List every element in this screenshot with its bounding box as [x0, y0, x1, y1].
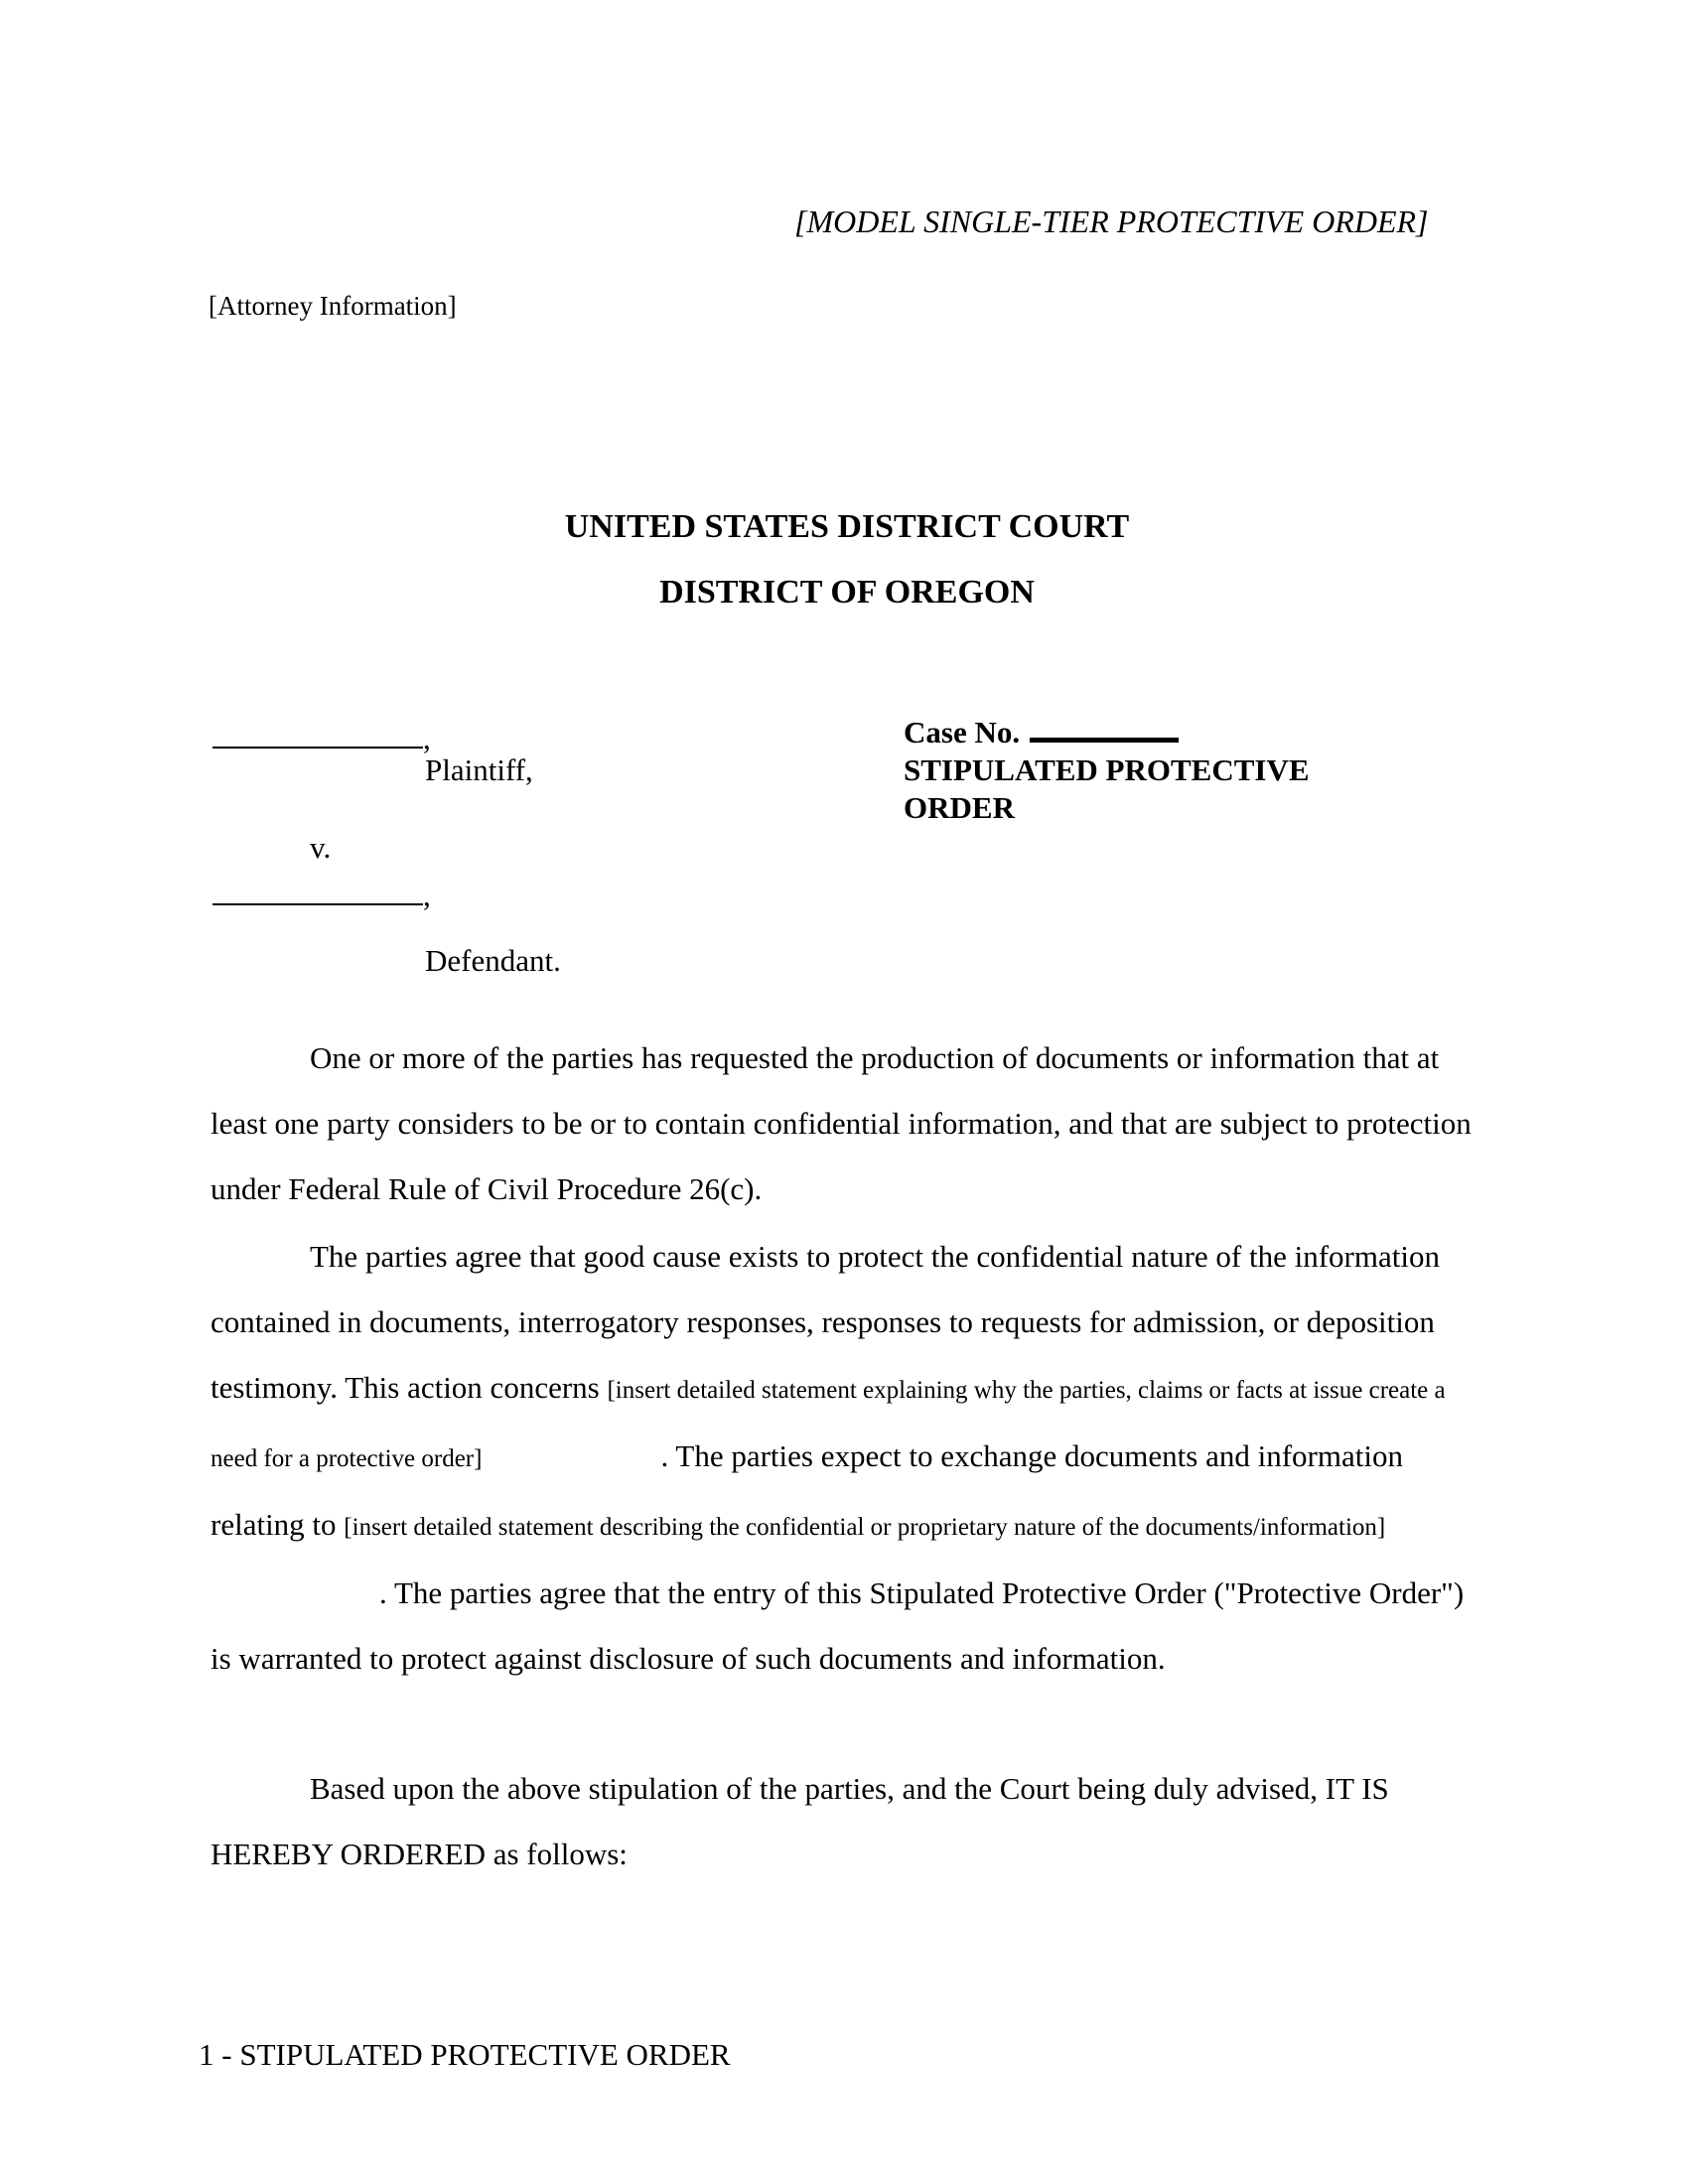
case-number-label: Case No.: [904, 715, 1021, 750]
attorney-information: [Attorney Information]: [209, 291, 457, 321]
paragraph-ordered: Based upon the above stipulation of the parties, and the Court being duly advised, IT IS HEREBY ORDERED as follows:: [211, 1771, 1389, 1871]
model-order-label: [MODEL SINGLE-TIER PROTECTIVE ORDER]: [794, 204, 1429, 239]
paragraph-good-cause: [211, 1224, 1491, 1692]
good-cause-text: The parties agree that good cause exists to protect the confidential nature of the information contained in documents, interrogatory responses, responses to requests for admission, or deposition testimony. This action concerns: [211, 1239, 1440, 1405]
document-title-line2: ORDER: [904, 790, 1015, 825]
defendant-label: Defendant.: [425, 943, 561, 978]
court-name: UNITED STATES DISTRICT COURT: [564, 508, 1130, 545]
action-concerns-placeholder: [insert detailed statement explaining why the parties, claims or facts at issue create a need for a protective order]: [211, 1377, 1446, 1472]
court-district: DISTRICT OF OREGON: [659, 574, 1035, 611]
expected-exchange-text: . The parties expect to exchange documents and information relating to: [211, 1438, 1403, 1542]
plaintiff-comma: ,: [423, 721, 431, 755]
case-number-line: [904, 715, 1179, 751]
case-number-blank: [1030, 716, 1179, 743]
versus-label: v.: [310, 830, 332, 865]
page-footer: 1 - STIPULATED PROTECTIVE ORDER: [199, 2037, 731, 2072]
defendant-name-blank: [212, 874, 423, 905]
plaintiff-name-line: [212, 717, 431, 756]
defendant-name-line: [212, 874, 431, 913]
plaintiff-name-blank: [212, 717, 423, 749]
defendant-comma: ,: [423, 878, 431, 912]
document-title-line1: STIPULATED PROTECTIVE: [904, 752, 1310, 787]
plaintiff-label: Plaintiff,: [425, 752, 533, 787]
confidential-nature-placeholder: [insert detailed statement describing the confidential or proprietary nature of the documents/information]: [344, 1514, 1386, 1541]
paragraph-request-production: One or more of the parties has requested the production of documents or information that at least one party considers to be or to contain confidential information, and that are subject to protection under Federal Rule of Civil Procedure 26(c).: [211, 1040, 1472, 1206]
warranted-text: . The parties agree that the entry of this Stipulated Protective Order ("Protective Order") is warranted to protect against disclosure of such documents and information.: [211, 1575, 1465, 1676]
